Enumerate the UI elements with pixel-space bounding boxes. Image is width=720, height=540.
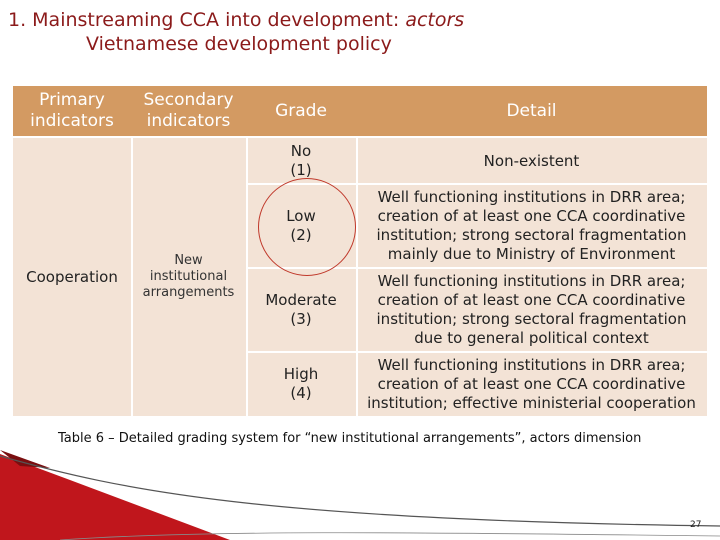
column-divider [246, 138, 248, 416]
detail-cell-high: Well functioning institutions in DRR area; creation of at least one CCA coordinative institution; effective ministerial cooperation [356, 352, 707, 416]
column-divider [131, 138, 133, 416]
grade-cell-moderate: Moderate (3) [246, 268, 356, 352]
detail-cell-no: Non-existent [356, 138, 707, 184]
slide-title [8, 8, 464, 56]
header-primary-indicators: Primary indicators [13, 86, 131, 136]
title-emphasis: actors [405, 9, 465, 31]
row-divider [246, 351, 707, 353]
table-caption: Table 6 – Detailed grading system for “new institutional arrangements”, actors dimension [58, 431, 642, 446]
detail-cell-moderate: Well functioning institutions in DRR area; creation of at least one CCA coordinative institution; strong sectoral fragmentation due to general political context [356, 268, 707, 352]
highlight-circle [258, 178, 356, 276]
secondary-indicator-cell: New institutional arrangements [131, 138, 246, 416]
title-line-1 [8, 8, 464, 32]
decorative-swoosh [0, 450, 720, 540]
header-grade: Grade [246, 86, 356, 136]
detail-cell-low: Well functioning institutions in DRR area; creation of at least one CCA coordinative institution; strong sectoral fragmentation mainly due to Ministry of Environment [356, 184, 707, 268]
column-divider [356, 138, 358, 416]
grading-table [13, 86, 707, 416]
header-secondary-indicators: Secondary indicators [131, 86, 246, 136]
primary-indicator-cell: Cooperation [13, 138, 131, 416]
title-prefix: 1. Mainstreaming CCA into development: [8, 9, 406, 31]
page-number: 27 [690, 520, 702, 530]
title-line-2: Vietnamese development policy [86, 33, 392, 55]
grade-cell-high: High (4) [246, 352, 356, 416]
grade-cell-no: No (1) [246, 138, 356, 184]
header-divider [13, 136, 707, 138]
grade-cell-low: Low (2) [246, 184, 356, 268]
header-detail: Detail [356, 86, 707, 136]
